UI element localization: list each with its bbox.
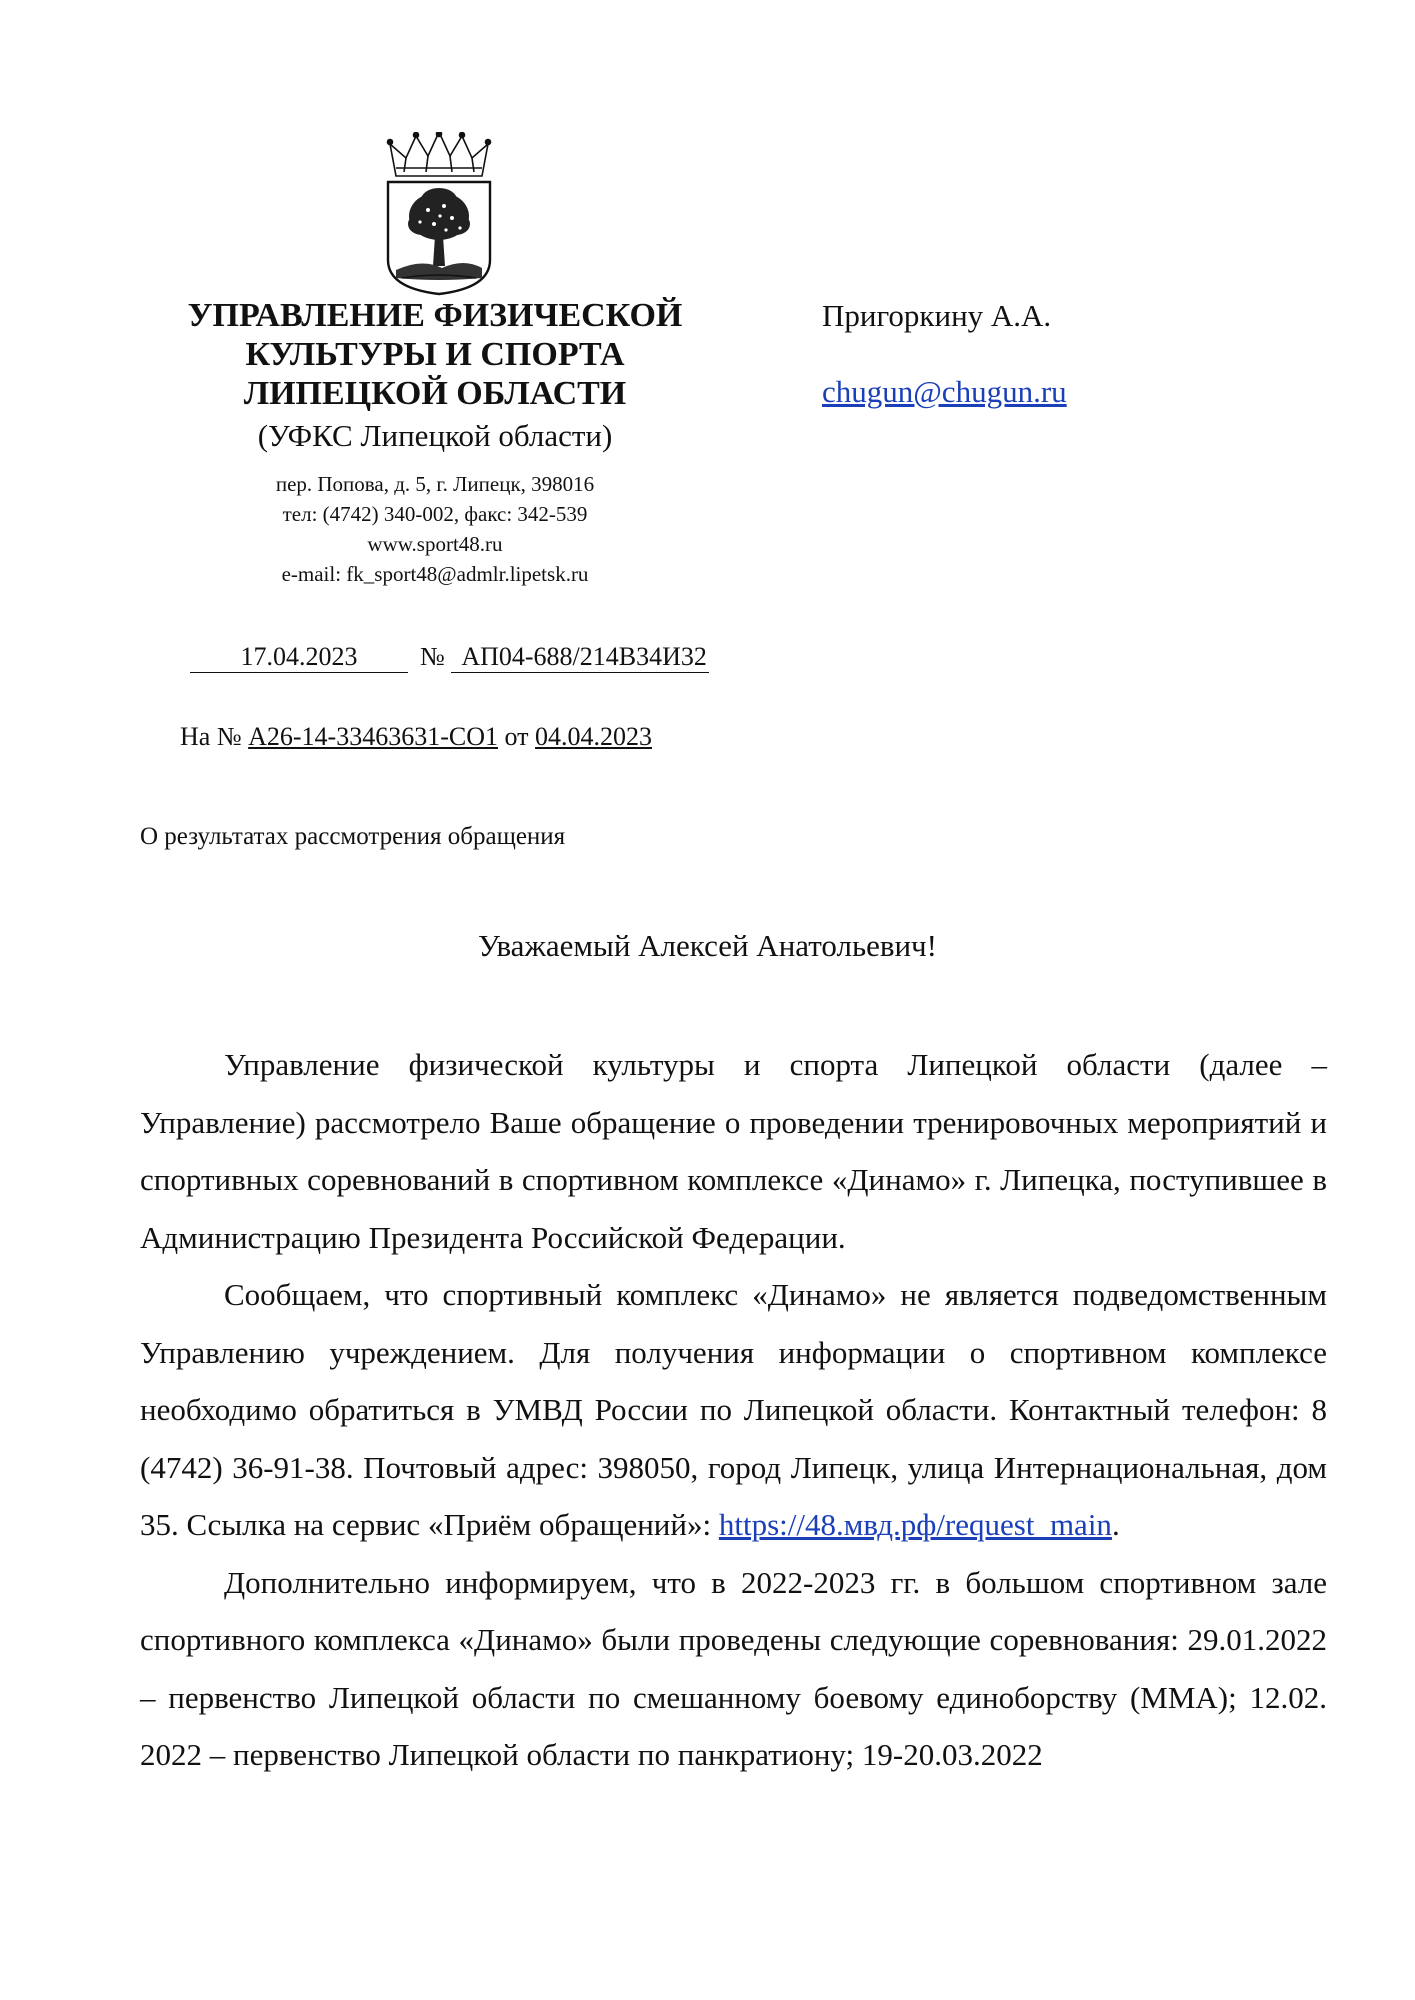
body-paragraph-3: Дополнительно информируем, что в 2022-2023 гг. в большом спортивном зале спортивного комплекса «Динамо» были проведены следующие соревнования: 29.01.2022 – первенство Липецкой области по смешанному боевому единоборству (ММА); 12.02. 2022 – первенство Липецкой области по панкратиону; 19-20.03.2022 — [140, 1564, 1327, 1772]
body-paragraph-2-text: Сообщаем, что спортивный комплекс «Динамо» не является подведомственным Управлению учреждением. Для получения информации о спортивном комплексе необходимо обратиться в УМВД России по Липецкой области. Контактный телефон: 8 (4742) 36-91-38. Почтовый адрес: 398050, город Липецк, улица Интернациональная, дом 35. Ссылка на сервис «Приём обращений»: — [140, 1277, 1327, 1542]
registration-row — [190, 642, 709, 673]
org-name-line2: КУЛЬТУРЫ И СПОРТА — [245, 336, 625, 373]
letter-subject: О результатах рассмотрения обращения — [140, 823, 566, 850]
reply-reference — [180, 722, 652, 752]
registration-date: 17.04.2023 — [190, 642, 408, 673]
request-service-link[interactable]: https://48.мвд.рф/request_main — [718, 1507, 1112, 1542]
org-name-line3: ЛИПЕЦКОЙ ОБЛАСТИ — [243, 375, 627, 412]
reply-prefix: На № — [180, 722, 242, 751]
org-email: e-mail: fk_sport48@admlr.lipetsk.ru — [281, 562, 589, 586]
reply-date: 04.04.2023 — [535, 722, 653, 751]
body-paragraph-2 — [140, 1266, 1327, 1554]
coat-of-arms-icon — [382, 132, 496, 296]
link-tail: . — [1111, 1507, 1120, 1542]
sender-block — [150, 296, 720, 589]
registration-number: АП04-688/214В34И32 — [451, 642, 709, 673]
letter-body — [140, 1036, 1327, 1784]
reply-from-word: от — [504, 722, 529, 751]
reply-number: А26-14-33463631-СО1 — [248, 722, 498, 751]
greeting: Уважаемый Алексей Анатольевич! — [478, 928, 937, 963]
org-phone: тел: (4742) 340-002, факс: 342-539 — [282, 502, 588, 526]
org-short-name: (УФКС Липецкой области) — [257, 418, 613, 453]
body-paragraph-1: Управление физической культуры и спорта Липецкой области (далее – Управление) рассмотрело Ваше обращение о проведении тренировочных мероприятий и спортивных соревнований в спортивном комплексе «Динамо» г. Липецка, поступившее в Администрацию Президента Российской Федерации. — [140, 1047, 1327, 1255]
org-contacts — [150, 469, 720, 589]
recipient-email-link[interactable]: chugun@chugun.ru — [822, 374, 1067, 409]
org-address: пер. Попова, д. 5, г. Липецк, 398016 — [275, 472, 595, 496]
org-name-line1: УПРАВЛЕНИЕ ФИЗИЧЕСКОЙ — [187, 297, 683, 334]
registration-number-sign: № — [420, 642, 445, 671]
org-website: www.sport48.ru — [367, 532, 503, 556]
recipient-name: Пригоркину А.А. — [822, 298, 1052, 333]
